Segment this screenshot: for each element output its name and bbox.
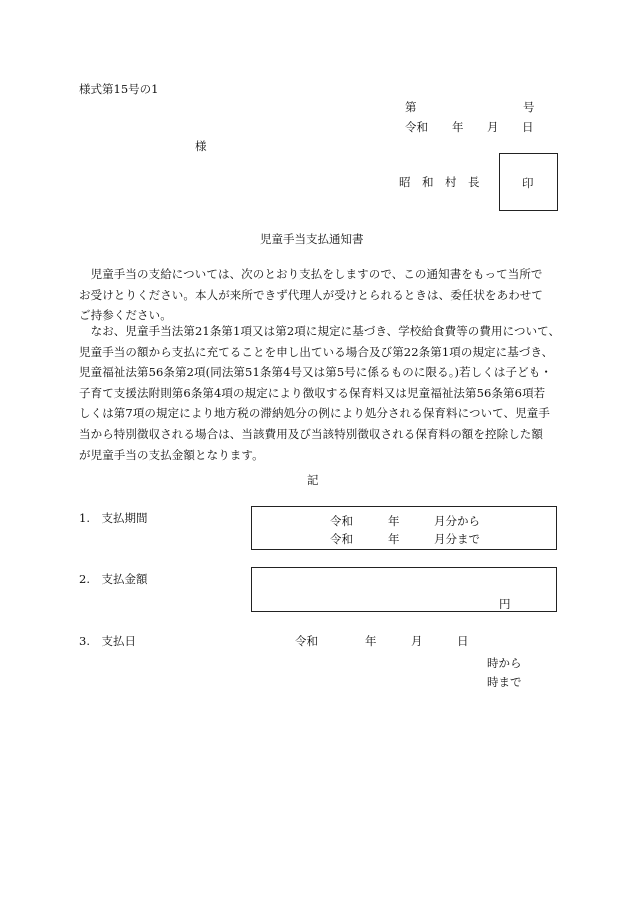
payment-date-month: 月 xyxy=(411,634,423,648)
body-paragraph-1 xyxy=(79,264,549,326)
period-from-era: 令和 xyxy=(330,514,353,528)
issue-date-year: 年 xyxy=(452,120,464,134)
payment-amount-label: 2. 支払金額 xyxy=(79,572,148,586)
ki-heading: 記 xyxy=(307,473,319,487)
period-from-year: 年 xyxy=(388,514,400,528)
document-number-prefix: 第 xyxy=(405,100,417,114)
payment-period-box xyxy=(251,506,557,550)
payment-date-year: 年 xyxy=(365,634,377,648)
seal-box xyxy=(499,153,558,211)
issue-date-day: 日 xyxy=(522,120,534,134)
period-from-month: 月分から xyxy=(434,514,480,528)
document-title: 児童手当支払通知書 xyxy=(260,232,364,246)
issue-date-month: 月 xyxy=(487,120,499,134)
body-paragraph-1-line: お受けとりください。本人が来所できず代理人が受けとられるときは、委任状をあわせて xyxy=(79,287,543,302)
body-paragraph-2-line: なお、児童手当法第21条第1項又は第2項に規定に基づき、学校給食費等の費用について、 xyxy=(79,324,561,338)
payment-time-from: 時から xyxy=(487,656,522,670)
body-paragraph-1-line: 児童手当の支給については、次のとおり支払をしますので、この通知書をもって当所で xyxy=(79,267,543,281)
issue-date-era: 令和 xyxy=(405,120,428,134)
body-paragraph-2-line: 当から特別徴収される場合は、当該費用及び当該特別徴収される保育料の額を控除した額 xyxy=(79,426,543,441)
payment-amount-box xyxy=(251,567,557,612)
payment-amount-unit: 円 xyxy=(499,597,511,611)
document-number-suffix: 号 xyxy=(523,100,535,114)
body-paragraph-2-line: しくは第7項の規定により地方税の滞納処分の例により処分される保育料について、児童手 xyxy=(79,406,550,421)
period-to-month: 月分まで xyxy=(434,532,480,546)
body-paragraph-2-line: 児童手当の額から支払に充てることを申し出ている場合及び第22条第1項の規定に基づき、 xyxy=(79,344,554,359)
body-paragraph-1-line: ご持参ください。 xyxy=(79,308,172,323)
issuer-name: 昭 和 村 長 xyxy=(399,175,480,189)
payment-date-era: 令和 xyxy=(295,634,318,648)
payment-date-label: 3. 支払日 xyxy=(79,634,136,648)
form-number: 様式第15号の1 xyxy=(79,82,159,96)
payment-period-label: 1. 支払期間 xyxy=(79,511,148,525)
body-paragraph-2-line: 子育て支援法附則第6条第4項の規定により徴収する保育料又は児童福祉法第56条第6項若 xyxy=(79,385,546,400)
body-paragraph-2-line: 児童福祉法第56条第2項(同法第51条第4号又は第5号に係るものに限る。)若しくは子ども・ xyxy=(79,365,552,380)
period-to-year: 年 xyxy=(388,532,400,546)
addressee-suffix: 様 xyxy=(195,139,207,153)
body-paragraph-2-line: が児童手当の支払金額となります。 xyxy=(79,447,264,462)
payment-time-to: 時まで xyxy=(487,675,522,689)
body-paragraph-2 xyxy=(79,321,561,465)
seal-label: 印 xyxy=(522,176,534,190)
payment-date-day: 日 xyxy=(457,634,469,648)
period-to-era: 令和 xyxy=(330,532,353,546)
